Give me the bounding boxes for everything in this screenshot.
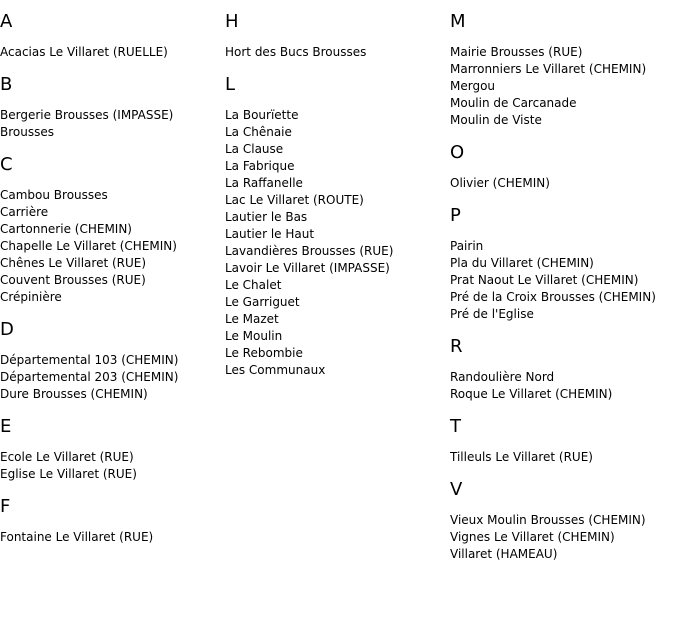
street-item: Olivier (CHEMIN)	[450, 176, 550, 190]
street-item: Lavoir Le Villaret (IMPASSE)	[225, 261, 390, 275]
street-item: Vignes Le Villaret (CHEMIN)	[450, 530, 615, 544]
street-list	[225, 44, 445, 61]
street-item: Pré de l'Eglise	[450, 307, 534, 321]
letter-heading: L	[225, 74, 236, 95]
street-item: Le Chalet	[225, 278, 282, 292]
street-list	[0, 529, 220, 546]
street-item: Le Rebombie	[225, 346, 303, 360]
letter-heading: R	[450, 336, 463, 357]
street-item: Vieux Moulin Brousses (CHEMIN)	[450, 513, 646, 527]
letter-group-c	[0, 153, 220, 306]
letter-heading: O	[450, 142, 465, 163]
street-list	[450, 238, 675, 323]
street-list	[0, 44, 220, 61]
letter-heading: T	[450, 416, 461, 437]
street-item: Tilleuls Le Villaret (RUE)	[450, 450, 593, 464]
street-item: Villaret (HAMEAU)	[450, 547, 558, 561]
street-list	[450, 449, 675, 466]
street-item: Le Mazet	[225, 312, 279, 326]
street-item: La Bourïette	[225, 108, 299, 122]
street-item: Lac Le Villaret (ROUTE)	[225, 193, 364, 207]
street-item: La Clause	[225, 142, 284, 156]
letter-heading: E	[0, 416, 12, 437]
letter-group-e	[0, 415, 220, 483]
street-item: La Raffanelle	[225, 176, 303, 190]
street-item: Eglise Le Villaret (RUE)	[0, 467, 137, 481]
street-item: Lautier le Haut	[225, 227, 315, 241]
street-item: Pla du Villaret (CHEMIN)	[450, 256, 594, 270]
street-item: Dure Brousses (CHEMIN)	[0, 387, 148, 401]
street-item: Les Communaux	[225, 363, 326, 377]
street-item: Brousses	[0, 125, 54, 139]
letter-group-f	[0, 495, 220, 546]
street-item: La Chênaie	[225, 125, 292, 139]
letter-heading: A	[0, 11, 13, 32]
street-item: Lavandières Brousses (RUE)	[225, 244, 394, 258]
street-list	[0, 352, 220, 403]
street-item: Le Moulin	[225, 329, 283, 343]
letter-group-t	[450, 415, 675, 466]
street-item: Pré de la Croix Brousses (CHEMIN)	[450, 290, 656, 304]
street-item: Pairin	[450, 239, 484, 253]
letter-group-b	[0, 73, 220, 141]
index-column-3	[450, 10, 675, 575]
street-item: Carrière	[0, 205, 49, 219]
street-item: Acacias Le Villaret (RUELLE)	[0, 45, 168, 59]
street-item: Prat Naout Le Villaret (CHEMIN)	[450, 273, 639, 287]
street-list	[0, 449, 220, 483]
index-column-2	[225, 10, 445, 391]
letter-heading: M	[450, 11, 466, 32]
letter-heading: V	[450, 479, 463, 500]
street-item: Moulin de Carcanade	[450, 96, 577, 110]
index-column-1	[0, 10, 220, 558]
letter-group-v	[450, 478, 675, 563]
street-item: Crépinière	[0, 290, 62, 304]
letter-group-h	[225, 10, 445, 61]
street-item: Roque Le Villaret (CHEMIN)	[450, 387, 613, 401]
street-item: Chênes Le Villaret (RUE)	[0, 256, 147, 270]
street-item: Marronniers Le Villaret (CHEMIN)	[450, 62, 647, 76]
street-item: Le Garriguet	[225, 295, 300, 309]
street-item: Fontaine Le Villaret (RUE)	[0, 530, 154, 544]
letter-heading: P	[450, 205, 461, 226]
street-item: La Fabrique	[225, 159, 295, 173]
letter-heading: H	[225, 11, 239, 32]
street-item: Chapelle Le Villaret (CHEMIN)	[0, 239, 177, 253]
letter-group-p	[450, 204, 675, 323]
street-list	[450, 369, 675, 403]
letter-heading: F	[0, 496, 11, 517]
street-item: Mergou	[450, 79, 496, 93]
street-list	[225, 107, 445, 379]
letter-heading: C	[0, 154, 13, 175]
letter-heading: B	[0, 74, 13, 95]
street-item: Cartonnerie (CHEMIN)	[0, 222, 132, 236]
street-item: Moulin de Viste	[450, 113, 542, 127]
letter-group-a	[0, 10, 220, 61]
street-item: Couvent Brousses (RUE)	[0, 273, 146, 287]
street-list	[450, 175, 675, 192]
letter-group-o	[450, 141, 675, 192]
letter-group-r	[450, 335, 675, 403]
street-list	[0, 187, 220, 306]
street-item: Bergerie Brousses (IMPASSE)	[0, 108, 174, 122]
street-item: Randoulière Nord	[450, 370, 555, 384]
letter-group-d	[0, 318, 220, 403]
letter-heading: D	[0, 319, 14, 340]
letter-group-m	[450, 10, 675, 129]
street-item: Départemental 203 (CHEMIN)	[0, 370, 179, 384]
street-item: Départemental 103 (CHEMIN)	[0, 353, 179, 367]
street-list	[450, 512, 675, 563]
street-item: Lautier le Bas	[225, 210, 308, 224]
street-item: Cambou Brousses	[0, 188, 108, 202]
street-item: Mairie Brousses (RUE)	[450, 45, 583, 59]
street-list	[0, 107, 220, 141]
street-item: Ecole Le Villaret (RUE)	[0, 450, 134, 464]
street-item: Hort des Bucs Brousses	[225, 45, 367, 59]
letter-group-l	[225, 73, 445, 379]
street-list	[450, 44, 675, 129]
